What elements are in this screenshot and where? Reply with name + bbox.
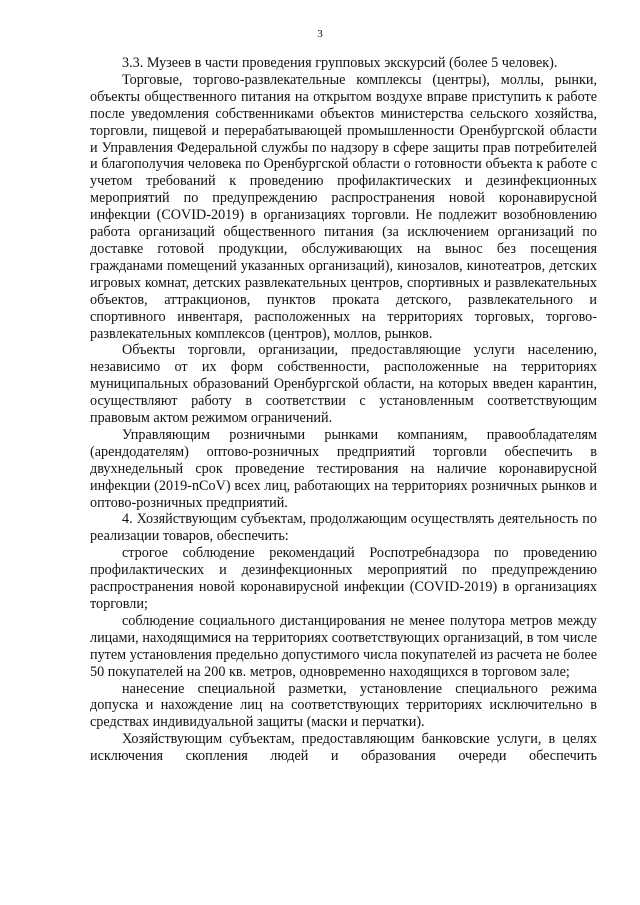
paragraph-banking: Хозяйствующим субъектам, предоставляющим банковские услуги, в целях исключения скопления людей и образования очереди обеспечить [90,731,597,765]
paragraph-item-4: 4. Хозяйствующим субъектам, продолжающим осуществлять деятельность по реализации товаров, обеспечить: [90,511,597,545]
paragraph-museums: 3.3. Музеев в части проведения групповых экскурсий (более 5 человек). [122,55,558,71]
paragraph-markets-testing: Управляющим розничными рынками компаниям, правообладателям (арендодателям) оптово-розничных предприятий торговли обеспечить в двухнедельный срок проведение тестирования на наличие коронавирусной инфекции (2019-nCoV) всех лиц, работающих на территориях розничных рынков и оптово-розничных предприятий. [90,426,597,511]
document-body [90,55,597,765]
paragraph-rospotrebnadzor: строгое соблюдение рекомендаций Роспотребнадзора по проведению профилактических и дезинфекционных мероприятий по предупреждению распространения новой коронавирусной инфекции (COVID-2019) в организациях торговли; [90,545,597,612]
paragraph-shopping-centers: Торговые, торгово-развлекательные комплексы (центры), моллы, рынки, объекты общественного питания на открытом воздухе вправе приступить к работе после уведомления собственниками объектов министерства сельского хозяйства, торговли, пищевой и перерабатывающей промышленности Оренбургской области и Управления Федеральной службы по надзору в сфере защиты прав потребителей и благополучия человека по Оренбургской области о готовности объекта к работе с учетом требований к проведению профилактических и дезинфекционных мероприятий по предупреждению распространения новой коронавирусной инфекции (COVID-2019) в организациях торговли. Не подлежит возобновлению работа организаций общественного питания (за исключением организаций по доставке готовой продукции, обслуживающих на вынос без посещения гражданами помещений указанных организаций), кинозалов, кинотеатров, детских игровых комнат, детских развлекательных центров, спортивных и развлекательных объектов, аттракционов, пунктов проката детского, развлекательного и спортивного инвентаря, расположенных на территориях торговых, торгово-развлекательных комплексов (центров), моллов, рынков. [90,71,597,342]
paragraph-distancing: соблюдение социального дистанцирования не менее полутора метров между лицами, находящимися на территориях соответствующих организаций, в том числе путем установления предельно допустимого числа покупателей из расчета не более 50 покупателей на 200 кв. метров, одновременно находящихся в торговом зале; [90,612,597,680]
paragraph-trade-objects: Объекты торговли, организации, предоставляющие услуги населению, независимо от их форм собственности, расположенные на территориях муниципальных образований Оренбургской области, на которых введен карантин, осуществляют работу в соответствии с установленным соответствующим правовым актом режимом ограничений. [90,342,597,427]
page-number: 3 [317,28,323,40]
paragraph-marking: нанесение специальной разметки, установление специального режима допуска и нахождение лиц на соответствующих территориях исключительно в средствах индивидуальной защиты (маски и перчатки). [90,680,597,731]
